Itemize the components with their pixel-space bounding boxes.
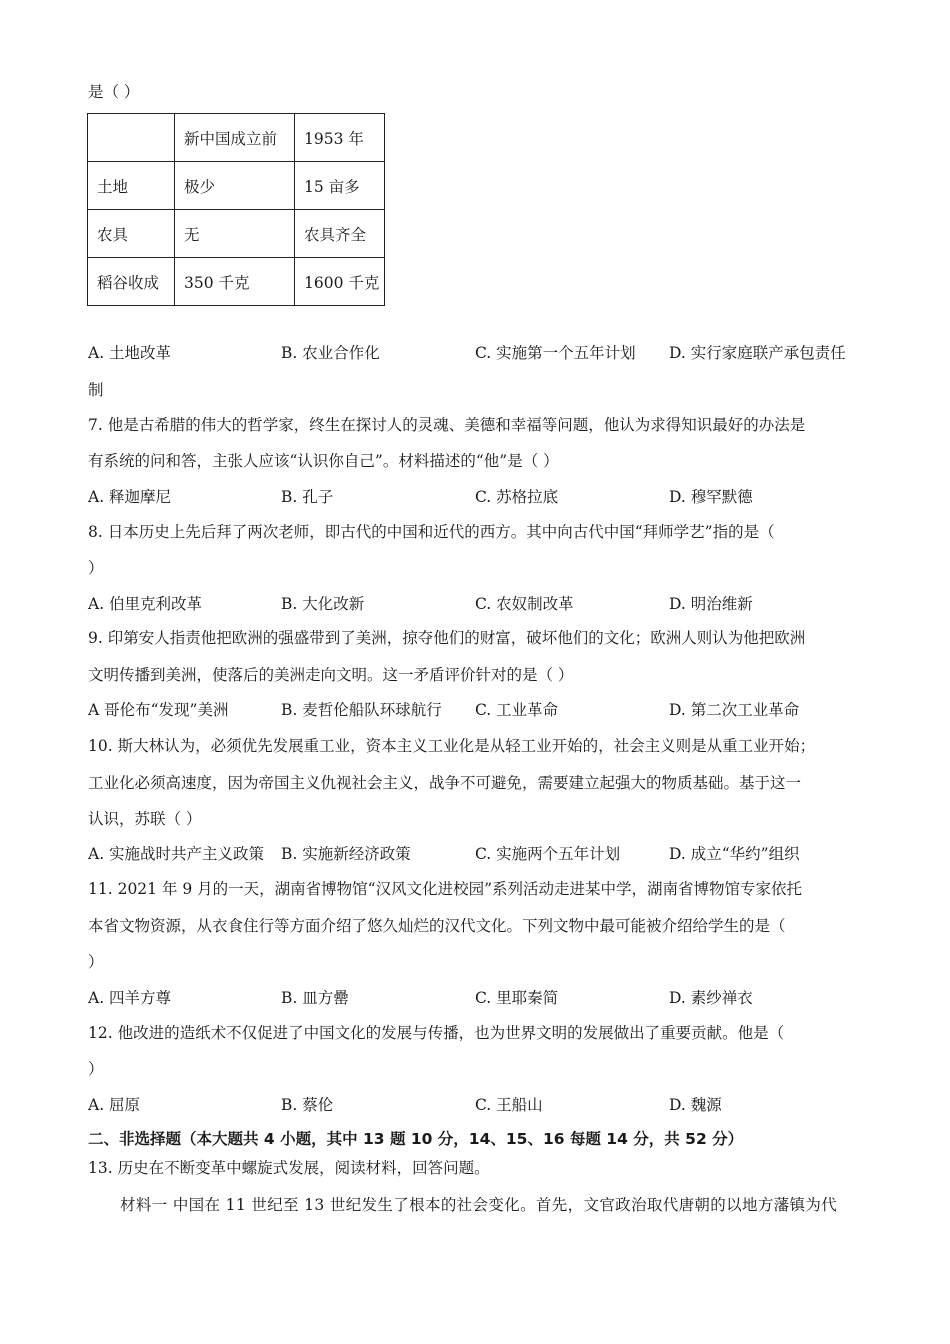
- q12-stem-line2: ）: [88, 1060, 104, 1078]
- q6-option-d[interactable]: D. 实行家庭联产承包责任: [669, 344, 846, 362]
- table-cell: 新中国成立前: [175, 114, 295, 162]
- q9-stem-line1: 9. 印第安人指责他把欧洲的强盛带到了美洲，掠夺他们的财富，破坏他们的文化；欧洲人则认为他把欧洲: [88, 629, 806, 647]
- q7-stem-line2: 有系统的问和答，主张人应该“认识你自己”。材料描述的“他”是（ ）: [88, 452, 559, 470]
- q12-option-a[interactable]: A. 屈原: [88, 1096, 141, 1114]
- q6-data-table: [87, 113, 385, 306]
- q9-option-b[interactable]: B. 麦哲伦船队环球航行: [281, 701, 442, 719]
- q6-option-b[interactable]: B. 农业合作化: [281, 344, 380, 362]
- q8-stem-line1: 8. 日本历史上先后拜了两次老师，即古代的中国和近代的西方。其中向古代中国“拜师学艺”指的是（: [88, 523, 775, 541]
- table-cell: 稻谷收成: [88, 258, 175, 306]
- q8-option-d[interactable]: D. 明治维新: [669, 595, 753, 613]
- q12-stem-line1: 12. 他改进的造纸术不仅促进了中国文化的发展与传播，也为世界文明的发展做出了重要贡献。他是（: [88, 1024, 785, 1042]
- q12-option-c[interactable]: C. 王船山: [475, 1096, 543, 1114]
- table-row: [88, 210, 385, 258]
- table-row: [88, 162, 385, 210]
- section-heading: 二、非选择题（本大题共 4 小题，其中 13 题 10 分，14、15、16 每题 14 分，共 52 分）: [88, 1130, 744, 1148]
- q8-option-b[interactable]: B. 大化改新: [281, 595, 365, 613]
- table-cell: 无: [175, 210, 295, 258]
- q13-stem: 13. 历史在不断变革中螺旋式发展，阅读材料，回答问题。: [88, 1159, 490, 1177]
- q11-option-d[interactable]: D. 素纱禅衣: [669, 989, 753, 1007]
- q9-option-a[interactable]: A 哥伦布“发现”美洲: [88, 701, 229, 719]
- table-cell: [88, 114, 175, 162]
- q10-stem-line1: 10. 斯大林认为，必须优先发展重工业，资本主义工业化是从轻工业开始的，社会主义则是从重工业开始；: [88, 737, 816, 755]
- q12-option-b[interactable]: B. 蔡伦: [281, 1096, 334, 1114]
- q10-stem-line2: 工业化必须高速度，因为帝国主义仇视社会主义，战争不可避免，需要建立起强大的物质基础。基于这一: [88, 774, 802, 792]
- q8-option-c[interactable]: C. 农奴制改革: [475, 595, 574, 613]
- q9-option-c[interactable]: C. 工业革命: [475, 701, 559, 719]
- q12-option-d[interactable]: D. 魏源: [669, 1096, 722, 1114]
- q7-option-a[interactable]: A. 释迦摩尼: [88, 488, 172, 506]
- q6-option-c[interactable]: C. 实施第一个五年计划: [475, 344, 636, 362]
- q11-option-a[interactable]: A. 四羊方尊: [88, 989, 172, 1007]
- q8-stem-line2: ）: [88, 559, 104, 577]
- q6-option-a[interactable]: A. 土地改革: [88, 344, 172, 362]
- table-cell: 极少: [175, 162, 295, 210]
- table-cell: 1953 年: [295, 114, 385, 162]
- q11-option-c[interactable]: C. 里耶秦简: [475, 989, 559, 1007]
- table-header-row: [88, 114, 385, 162]
- q11-stem-line1: 11. 2021 年 9 月的一天，湖南省博物馆“汉风文化进校园”系列活动走进某中学，湖南省博物馆专家依托: [88, 880, 803, 898]
- q9-stem-line2: 文明传播到美洲，使落后的美洲走向文明。这一矛盾评价针对的是（ ）: [88, 666, 574, 684]
- table-cell: 1600 千克: [295, 258, 385, 306]
- q6-option-d-wrap: 制: [88, 381, 104, 399]
- table-cell: 土地: [88, 162, 175, 210]
- q10-option-d[interactable]: D. 成立“华约”组织: [669, 845, 800, 863]
- q9-option-d[interactable]: D. 第二次工业革命: [669, 701, 800, 719]
- q8-option-a[interactable]: A. 伯里克利改革: [88, 595, 203, 613]
- q11-option-b[interactable]: B. 皿方罍: [281, 989, 349, 1007]
- table-cell: 15 亩多: [295, 162, 385, 210]
- q7-stem-line1: 7. 他是古希腊的伟大的哲学家，终生在探讨人的灵魂、美德和幸福等问题，他认为求得知识最好的办法是: [88, 416, 806, 434]
- q10-stem-line3: 认识，苏联（ ）: [88, 810, 202, 828]
- q10-option-b[interactable]: B. 实施新经济政策: [281, 845, 411, 863]
- q7-option-d[interactable]: D. 穆罕默德: [669, 488, 753, 506]
- q7-option-b[interactable]: B. 孔子: [281, 488, 334, 506]
- table-row: [88, 258, 385, 306]
- table-cell: 农具: [88, 210, 175, 258]
- table-cell: 农具齐全: [295, 210, 385, 258]
- table-cell: 350 千克: [175, 258, 295, 306]
- q10-option-a[interactable]: A. 实施战时共产主义政策: [88, 845, 265, 863]
- q11-stem-line3: ）: [88, 953, 104, 971]
- q7-option-c[interactable]: C. 苏格拉底: [475, 488, 559, 506]
- q13-material-one: 材料一 中国在 11 世纪至 13 世纪发生了根本的社会变化。首先，文官政治取代唐朝的以地方藩镇为代: [120, 1196, 838, 1214]
- q11-stem-line2: 本省文物资源，从衣食住行等方面介绍了悠久灿烂的汉代文化。下列文物中最可能被介绍给学生的是（: [88, 917, 786, 935]
- q6-stem-tail: 是（ ）: [88, 83, 140, 101]
- q10-option-c[interactable]: C. 实施两个五年计划: [475, 845, 621, 863]
